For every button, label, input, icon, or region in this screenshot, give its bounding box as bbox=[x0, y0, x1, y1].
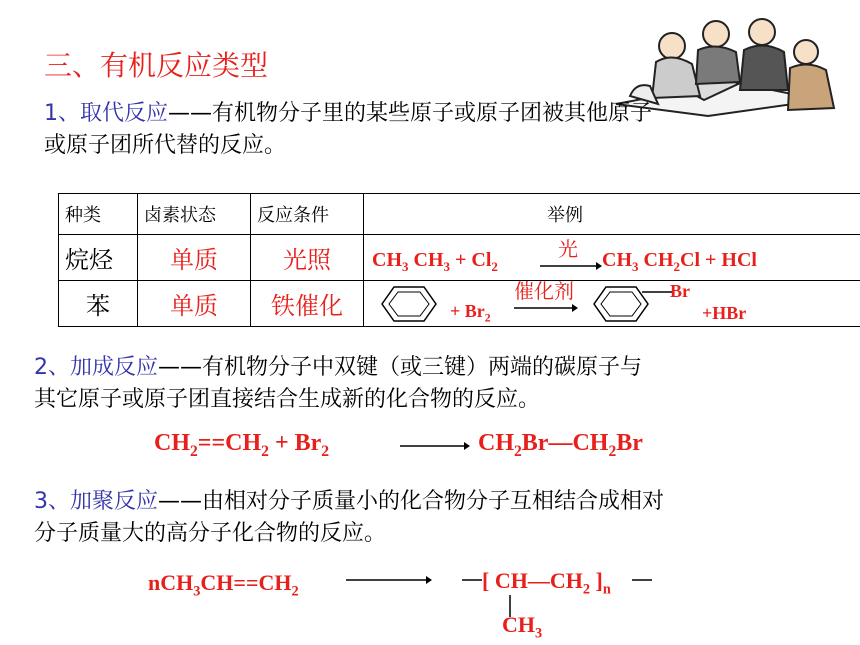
header-example: 举例 bbox=[364, 194, 860, 235]
benzene-ring-icon bbox=[380, 285, 438, 323]
polypropylene-repeat-unit: [ $CH—CH_2$ ]$_n$ bbox=[482, 568, 611, 598]
substitution-label: 1、取代反应 bbox=[44, 101, 168, 126]
methane-equation-right: $CH_3$ $CH_2Cl$ + HCl bbox=[602, 249, 757, 274]
header-halogen-state: 卤素状态 bbox=[138, 194, 251, 235]
addition-text-line1: ——有机物分子中双键（或三键）两端的碳原子与 bbox=[158, 355, 643, 380]
ethylene-equation-right: $CH_2Br—CH_2Br$ bbox=[478, 430, 643, 460]
table-row bbox=[59, 281, 860, 327]
row-state: 单质 bbox=[138, 235, 251, 281]
substitution-text-line1: ——有机物分子里的某些原子或原子团被其他原子 bbox=[168, 101, 653, 126]
substitution-table bbox=[58, 193, 860, 327]
header-kind: 种类 bbox=[59, 194, 138, 235]
table-row bbox=[59, 235, 860, 281]
methyl-group: $CH_3$ bbox=[502, 612, 543, 642]
reaction-arrow bbox=[540, 261, 602, 271]
table-header-row bbox=[59, 194, 860, 235]
row-condition: 光照 bbox=[251, 235, 364, 281]
addition-text-line2: 其它原子或原子团直接结合生成新的化合物的反应。 bbox=[34, 387, 541, 412]
reaction-arrow bbox=[514, 303, 578, 313]
polymerization-text-line2: 分子质量大的高分子化合物的反应。 bbox=[34, 521, 387, 546]
addition-label: 2、加成反应 bbox=[34, 355, 158, 380]
methane-equation-left: $CH_3$ $CH_3 + Cl_2$ bbox=[372, 249, 498, 274]
row-condition: 铁催化 bbox=[251, 281, 364, 327]
row-state: 单质 bbox=[138, 281, 251, 327]
substitution-definition bbox=[44, 98, 652, 162]
row-kind: 烷烃 bbox=[59, 235, 138, 281]
benzene-plus-bromine: + $Br_2$ bbox=[450, 301, 491, 325]
polymerization-text-line1: ——由相对分子质量小的化合物分子互相结合成相对 bbox=[158, 489, 665, 514]
bromine-substituent: Br bbox=[670, 281, 690, 301]
row-kind: 苯 bbox=[59, 281, 138, 327]
arrow-label-light: 光 bbox=[558, 237, 578, 261]
polymerization-definition bbox=[34, 486, 664, 550]
substitution-text-line2: 或原子团所代替的反应。 bbox=[44, 133, 287, 158]
hbr-product: +HBr bbox=[702, 303, 747, 323]
arrow-label-catalyst: 催化剂 bbox=[514, 279, 574, 303]
header-condition: 反应条件 bbox=[251, 194, 364, 235]
polymerization-label: 3、加聚反应 bbox=[34, 489, 158, 514]
addition-definition bbox=[34, 352, 642, 416]
ethylene-equation-left: $CH_2==CH_2 + Br_2$ bbox=[154, 430, 330, 460]
row-example bbox=[364, 281, 860, 327]
reaction-arrow bbox=[346, 575, 432, 585]
bromobenzene-icon bbox=[592, 285, 682, 323]
row-example bbox=[364, 235, 860, 281]
reaction-arrow bbox=[400, 441, 470, 451]
page-title: 三、有机反应类型 bbox=[44, 49, 269, 82]
propylene-equation-left: $nCH_3CH==CH_2$ bbox=[148, 570, 299, 600]
